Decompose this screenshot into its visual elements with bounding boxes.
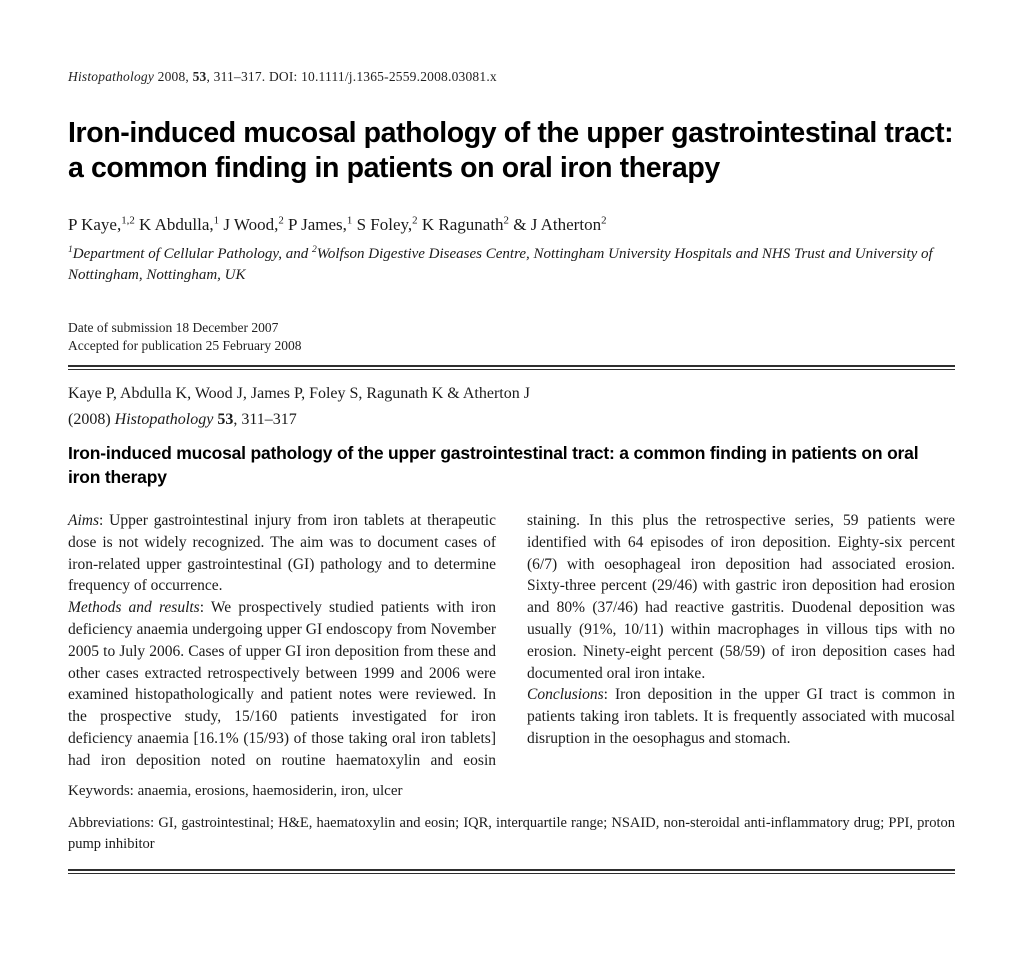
citation-reference: (2008) Histopathology 53, 311–317 — [68, 411, 297, 428]
methods-label: Methods and results — [68, 599, 200, 617]
date-of-submission: Date of submission 18 December 2007 — [68, 320, 279, 335]
horizontal-rule-top — [68, 365, 955, 370]
journal-pages-doi: , 311–317. DOI: 10.1111/j.1365-2559.2008.03081.x — [206, 69, 497, 84]
abbreviations-label: Abbreviations: — [68, 814, 155, 831]
author: & J Atherton$^2$ — [508, 214, 607, 234]
horizontal-rule-bottom — [68, 869, 955, 874]
abstract-body — [68, 510, 955, 772]
citation-authors: Kaye P, Abdulla K, Wood J, James P, Foley S, Ragunath K & Atherton J — [68, 385, 530, 402]
author: P James,$^1$ — [283, 214, 353, 234]
author-affiliation-marker: 2 — [601, 214, 607, 227]
journal-citation-header — [68, 68, 955, 85]
citation-volume: 53 — [217, 411, 234, 428]
author-affiliation-marker: 1 — [213, 214, 220, 227]
abstract-aims-paragraph: Aims: Upper gastrointestinal injury from iron tablets at therapeutic dose is not widely recognized. The aim was to document cases of iron-related upper gastrointestinal (GI) pathology and to determine frequency of occurrence. — [68, 512, 496, 595]
abstract-conclusions-paragraph: Conclusions: Iron deposition in the upper GI tract is common in patients taking iron tablets. It is frequently associated with mucosal disruption in the oesophagus and stomach. — [527, 686, 955, 747]
aims-label: Aims — [68, 512, 99, 529]
abbreviations-line — [68, 813, 955, 855]
author: K Ragunath$^2$ — [417, 214, 509, 234]
author-affiliation-marker: 1 — [346, 214, 353, 227]
journal-volume: 53 — [192, 69, 207, 84]
author-affiliation-marker: 2 — [503, 214, 509, 227]
author-affiliation-marker: 1,2 — [121, 214, 135, 227]
affiliation-marker: 1 — [68, 244, 73, 255]
author: K Abdulla,$^1$ — [134, 214, 220, 234]
conclusions-label: Conclusions — [527, 686, 604, 704]
affiliation-marker: 2 — [311, 244, 317, 255]
citation-block — [68, 381, 955, 433]
affiliation-text: Department of Cellular Pathology, and — [72, 246, 312, 262]
date-of-acceptance: Accepted for publication 25 February 2008 — [68, 337, 302, 353]
journal-name: Histopathology — [68, 69, 155, 84]
author-affiliation-marker: 2 — [412, 214, 418, 227]
author: P Kaye,$^{1,2}$ — [68, 214, 135, 234]
abstract-heading-title: Iron-induced mucosal pathology of the upper gastrointestinal tract: a common finding in patients on oral iron therapy — [68, 443, 919, 487]
article-title: Iron-induced mucosal pathology of the upper gastrointestinal tract: a common finding in patients on oral iron therapy — [68, 117, 954, 184]
journal-year: 2008, — [154, 69, 193, 84]
author: J Wood,$^2$ — [219, 214, 284, 234]
citation-journal: Histopathology — [114, 411, 218, 428]
author-affiliation-marker: 2 — [278, 214, 284, 227]
abstract-methods-paragraph: Methods and results: We prospectively studied patients with iron deficiency anaemia undergoing upper GI endoscopy from November 2005 to July 2006. Cases of upper GI iron deposition from these and other cases extracted retrospectively between 1999 and 2006 were examined histopathologically and patient notes were reviewed. In the prospective study, 15/160 patients investigated for iron deficiency anaemia [16.1% (15/93) of those taking oral iron tablets] had iron deposition noted on routine haematoxylin and eosin staining. In this plus the retrospective series, 59 patients were identified with 64 episodes of iron deposition. Eighty-six percent (6/7) with oesophageal iron deposition had associated erosion. Sixty-three percent (29/46) with gastric iron deposition had erosion and 80% (37/46) had reactive gastritis. Duodenal deposition was usually (91%, 10/11) within macrophages in villous tips with no erosion. Ninety-eight percent (58/59) of iron deposition cases had documented oral iron intake. — [68, 512, 955, 769]
affiliation-line — [68, 244, 955, 286]
abbreviations-values: GI, gastrointestinal; H&E, haematoxylin and eosin; IQR, interquartile range; NSAID, non-steroidal anti-inflammatory drug; PPI, proton pump inhibitor — [68, 814, 955, 852]
affiliation-text: Wolfson Digestive Diseases Centre, Nottingham University Hospitals and NHS Trust and University of Nottingham, Nottingham, UK — [68, 246, 933, 283]
author: S Foley,$^2$ — [352, 214, 418, 234]
keywords-values: anaemia, erosions, haemosiderin, iron, ulcer — [133, 782, 403, 799]
author-list — [68, 213, 955, 237]
citation-pages: , 311–317 — [233, 411, 297, 428]
keywords-line — [68, 781, 955, 801]
keywords-label: Keywords: — [68, 782, 134, 799]
submission-dates — [68, 319, 955, 354]
